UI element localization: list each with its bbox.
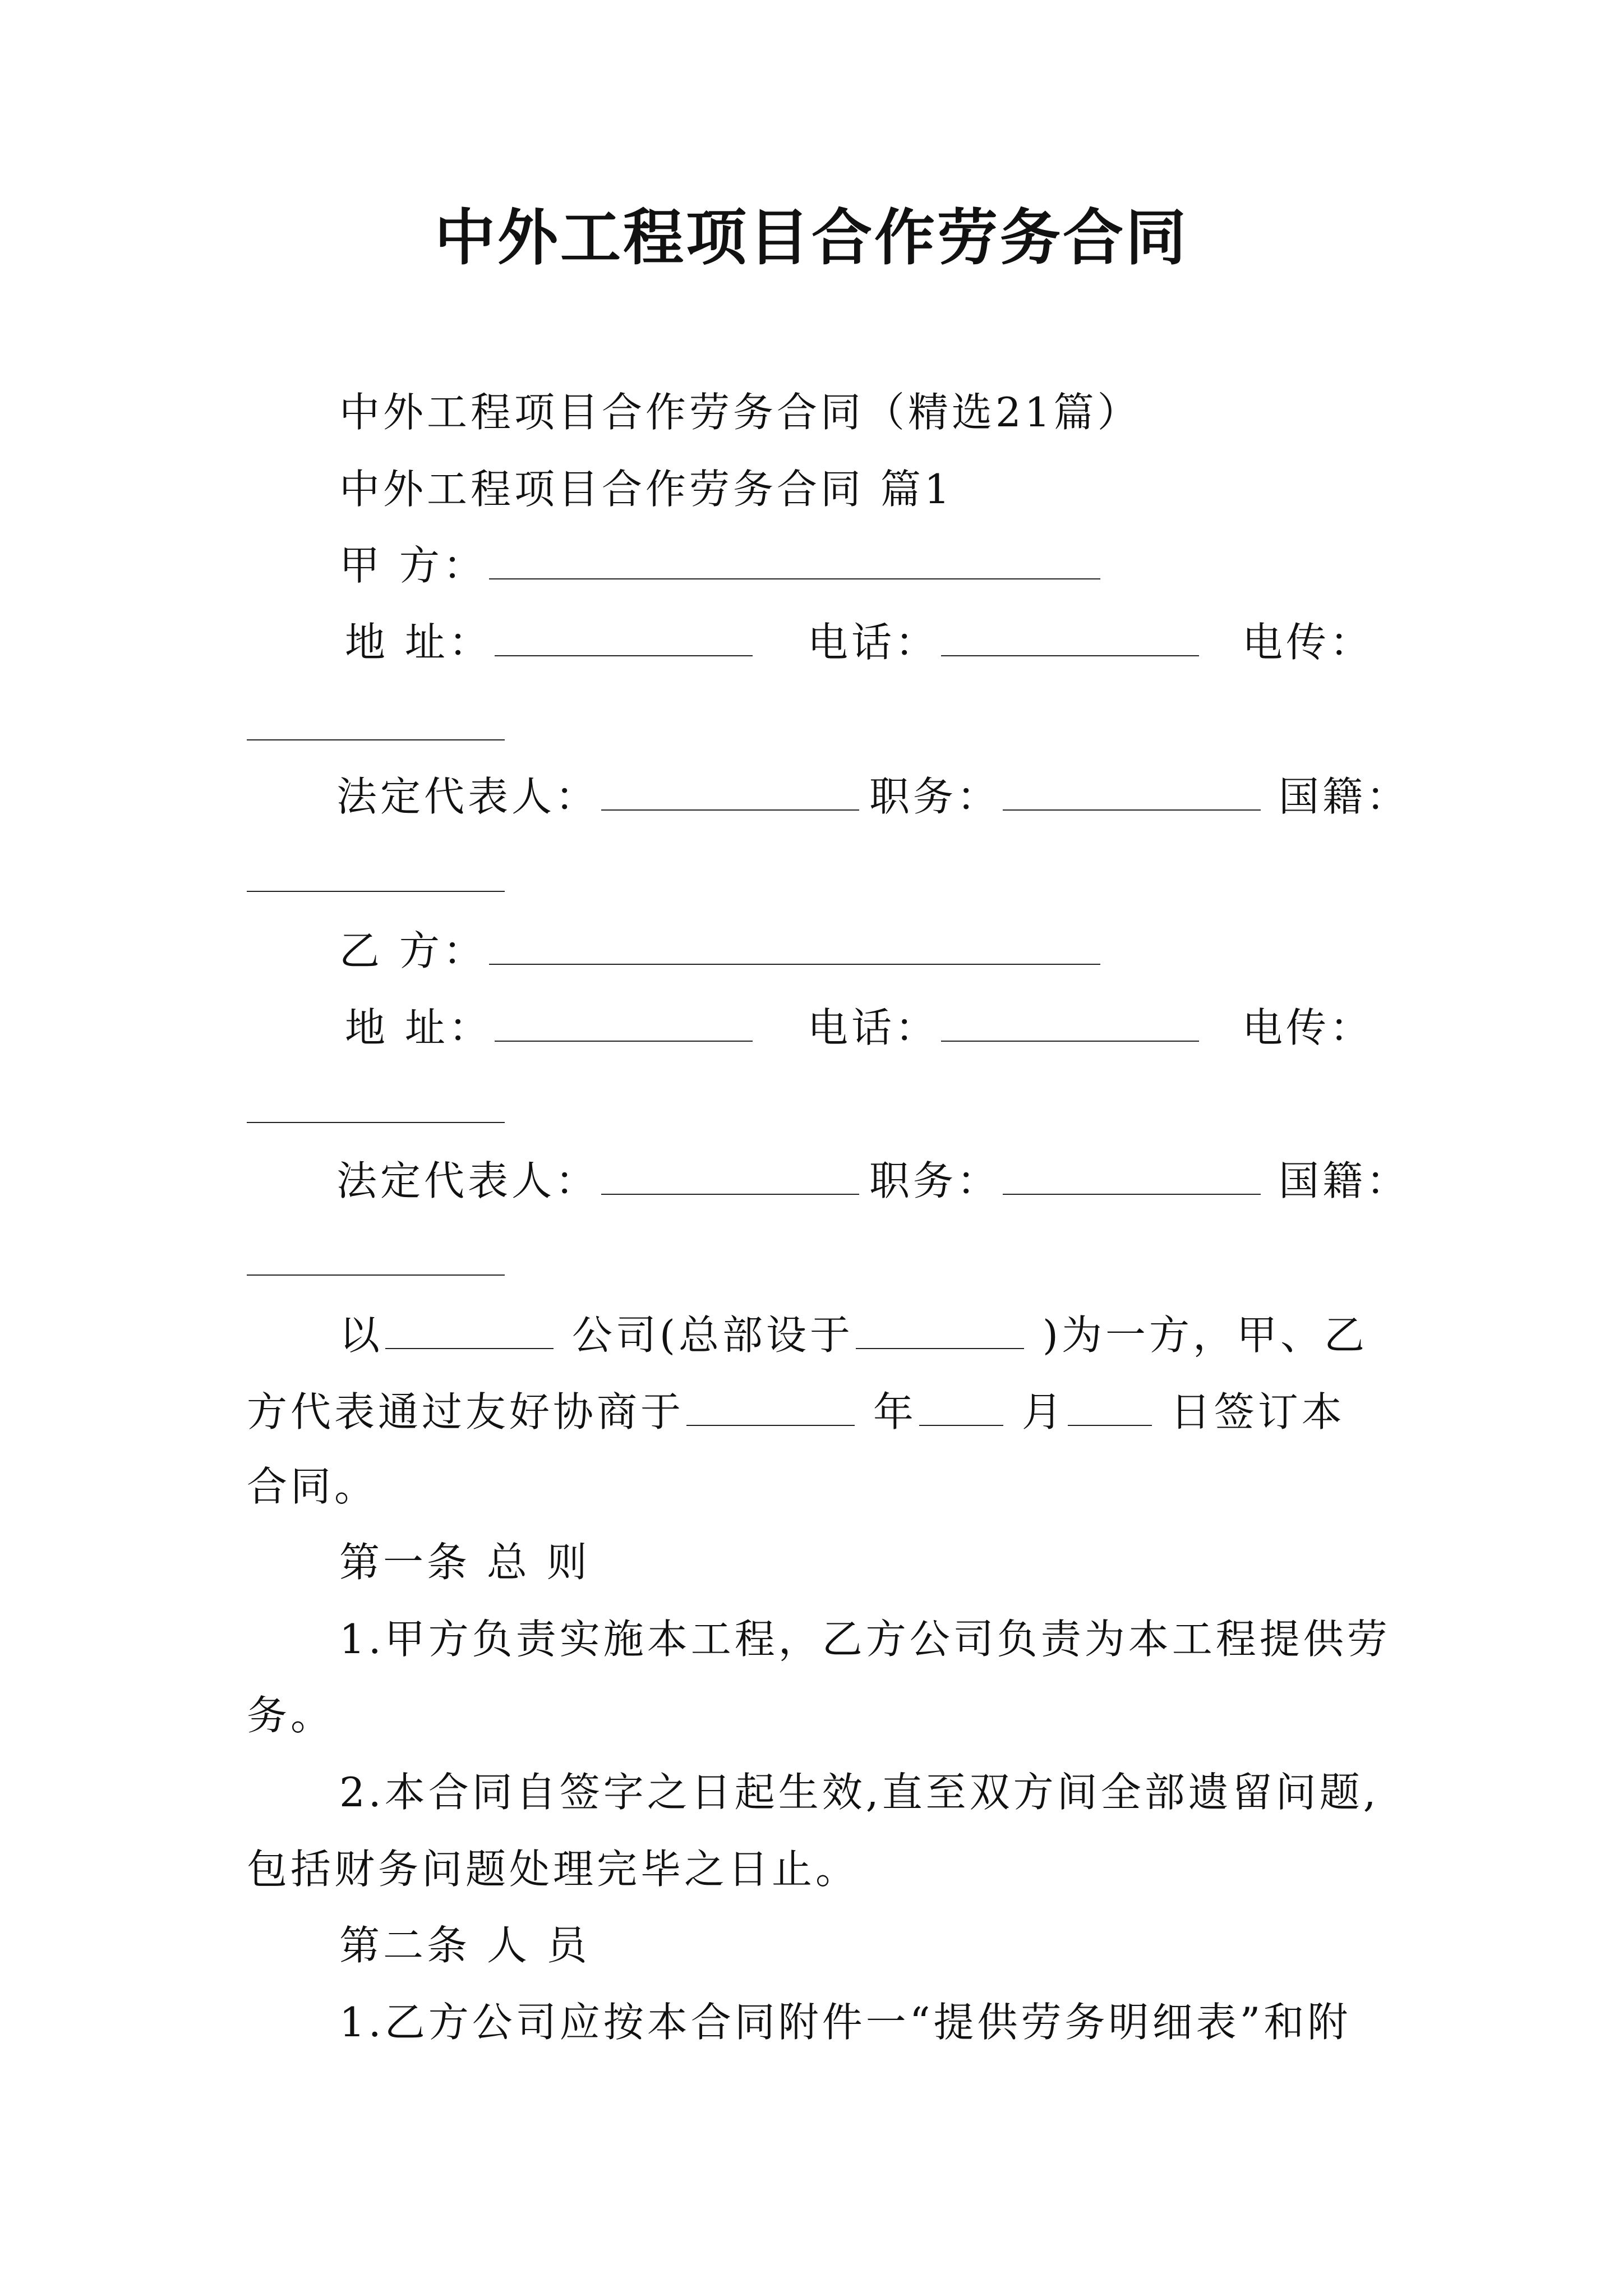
preamble-month-label: 月 (1021, 1388, 1066, 1435)
party-b-address-blank[interactable] (495, 1029, 753, 1042)
party-b-position-label: 职务： (869, 1157, 1001, 1204)
party-b-position (869, 1153, 1263, 1209)
party-b-rep-blank[interactable] (601, 1182, 859, 1195)
month-blank[interactable] (919, 1414, 1003, 1426)
party-a-rep-line (336, 769, 861, 825)
party-a-rep-label: 法定代表人： (336, 773, 600, 820)
document-title: 中外工程项目合作劳务合同 (434, 203, 1188, 273)
party-b-fax-blank[interactable] (247, 1122, 505, 1123)
party-b-phone-blank[interactable] (941, 1029, 1199, 1042)
chapter-heading: 中外工程项目合作劳务合同 篇1 (339, 466, 953, 513)
party-a-nationality-blank[interactable] (247, 891, 505, 892)
party-b-contact-line (345, 1000, 755, 1056)
document-subtitle: 中外工程项目合作劳务合同（精选21篇） (339, 389, 1141, 436)
preamble-text-2a: 方代表通过友好协商于 (247, 1388, 685, 1435)
company-name-blank[interactable] (385, 1337, 554, 1349)
party-a-address-blank[interactable] (495, 644, 753, 656)
party-a-nationality-label: 国籍： (1279, 773, 1410, 820)
party-a-label: 甲 方： (339, 542, 487, 589)
article-1-item-1-line-2: 务。 (247, 1692, 335, 1739)
article-1-item-2-line-1: 2.本合同自签字之日起生效,直至双方间全部遗留问题, (339, 1769, 1380, 1816)
year-blank[interactable] (686, 1414, 855, 1426)
day-blank[interactable] (1068, 1414, 1152, 1426)
party-b-blank[interactable] (489, 953, 1100, 965)
party-b-phone (808, 1000, 1201, 1056)
party-a-line (339, 537, 1103, 593)
party-b-nationality-blank[interactable] (247, 1274, 505, 1276)
preamble-text-1a: 以 (339, 1312, 384, 1359)
preamble-year-label: 年 (873, 1388, 917, 1435)
article-2-heading: 第二条 人 员 (339, 1922, 591, 1969)
party-a-blank[interactable] (489, 567, 1100, 579)
party-a-address-label: 地 址： (345, 619, 492, 666)
preamble-line-1 (339, 1307, 1368, 1363)
headquarters-blank[interactable] (856, 1337, 1024, 1349)
preamble-text-1b: 公司(总部设于 (571, 1312, 854, 1359)
party-a-position (869, 769, 1263, 825)
party-a-fax-blank[interactable] (247, 739, 505, 740)
party-a-rep-blank[interactable] (601, 798, 859, 811)
party-a-phone (808, 614, 1201, 670)
party-b-rep-label: 法定代表人： (336, 1157, 600, 1204)
party-a-position-blank[interactable] (1003, 798, 1261, 811)
party-b-label: 乙 方： (339, 927, 487, 974)
party-a-contact-line (345, 614, 755, 670)
party-b-fax-label: 电传： (1242, 1004, 1374, 1051)
party-a-phone-blank[interactable] (941, 644, 1199, 656)
party-a-phone-label: 电话： (808, 619, 939, 666)
party-a-position-label: 职务： (869, 773, 1001, 820)
preamble-text-2d: 日签订本 (1170, 1388, 1345, 1435)
article-2-item-1-line-1: 1.乙方公司应按本合同附件一“提供劳务明细表”和附 (339, 1999, 1352, 2046)
article-1-item-1-line-1: 1.甲方负责实施本工程，乙方公司负责为本工程提供劳 (339, 1616, 1391, 1663)
preamble-text-1c: )为一方，甲、乙 (1042, 1312, 1368, 1359)
party-b-rep-line (336, 1153, 861, 1209)
article-1-item-2-line-2: 包括财务问题处理完毕之日止。 (247, 1846, 860, 1893)
party-a-fax-label: 电传： (1242, 619, 1374, 666)
preamble-line-3: 合同。 (247, 1463, 379, 1510)
party-b-phone-label: 电话： (808, 1004, 939, 1051)
party-b-line (339, 923, 1103, 979)
article-1-heading: 第一条 总 则 (339, 1539, 591, 1586)
party-b-address-label: 地 址： (345, 1004, 492, 1051)
party-b-nationality-label: 国籍： (1279, 1157, 1410, 1204)
party-b-position-blank[interactable] (1003, 1182, 1261, 1195)
preamble-line-2 (247, 1384, 1345, 1440)
